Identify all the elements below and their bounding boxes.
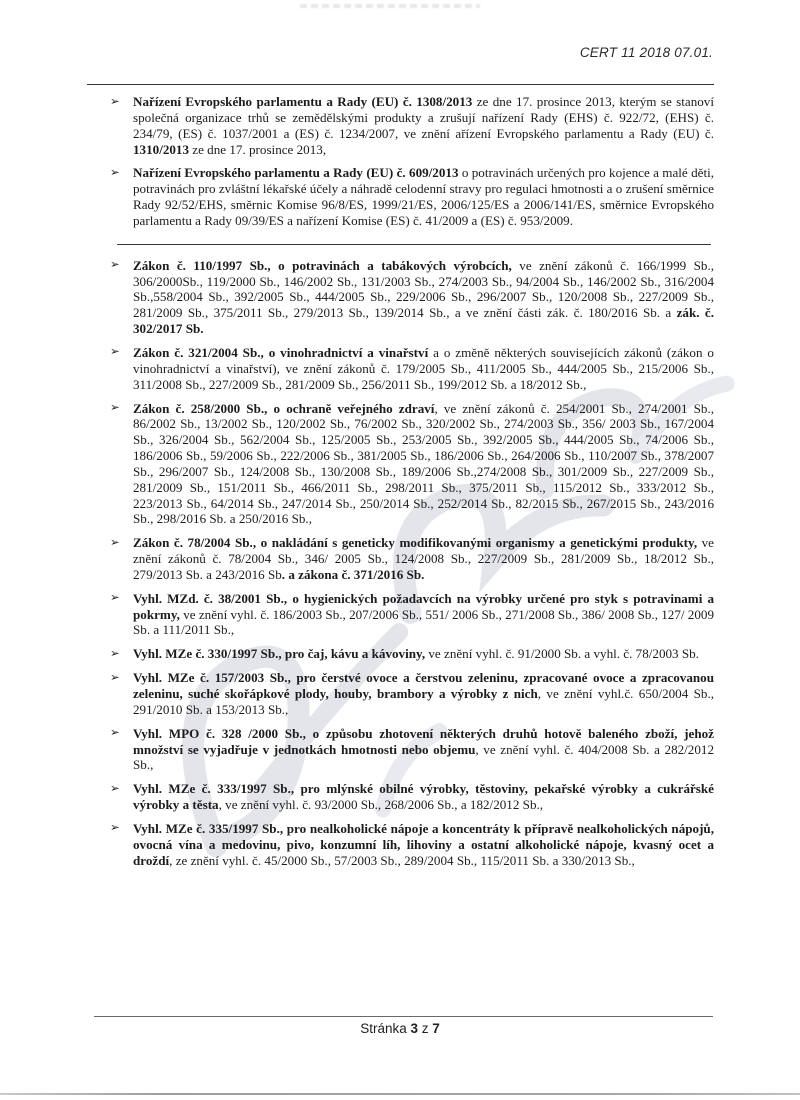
regulation-amendments: , ve znění vyhl. č. 93/2000 Sb., 268/2006 Sb., a 182/2012 Sb., bbox=[218, 797, 544, 813]
regulation-list bbox=[87, 94, 714, 876]
section-divider bbox=[117, 244, 711, 245]
regulation-title: Vyhl. MZd. č. 38/2001 Sb., o hygienických požadavcích na výrobky určené pro styk s potravinami a pokrmy, bbox=[133, 590, 714, 622]
list-item bbox=[87, 345, 714, 393]
regulation-title: Nařízení Evropského parlamentu a Rady (EU) č. 609/2013 bbox=[133, 165, 459, 181]
regulation-amendments: a o změně některých souvisejících zákonů (zákon o vinohradnictví a vinařství), ve znění zákonů č. 179/2005 Sb., 411/2005 Sb., 444/2005 Sb., 215/2006 Sb., 311/2008 Sb., 227/2009 Sb., 281/2009 Sb., 256/2011 Sb., 199/2012 Sb. a 18/2012 Sb., bbox=[133, 344, 714, 392]
list-item bbox=[87, 258, 714, 337]
regulation-amendments: o potravinách určených pro kojence a malé děti, potravinách pro zvláštní lékařské účely a náhradě celodenní stravy pro regulaci hmotnosti a o zrušení směrnice Rady 92/52/EHS, směrnic Komise 96/8/ES, 1999/21/ES, 2006/125/ES a 2006/141/ES, směrnice Evropského parlamentu a Rady 09/39/ES a nařízení Komise (ES) č. 41/2009 a (ES) č. 953/2009. bbox=[133, 165, 715, 228]
arrow-bullet-icon: ➢ bbox=[110, 782, 120, 795]
regulation-amendments: ve znění vyhl. č. 186/2003 Sb., 207/2006 Sb., 551/ 2006 Sb., 271/2008 Sb., 386/ 2008 Sb., 127/ 2009 Sb. a 111/2011 Sb., bbox=[133, 606, 714, 638]
regulation-amendments: ve znění zákonů č. 78/2004 Sb., 346/ 2005 Sb., 124/2008 Sb., 227/2009 Sb., 281/2009 Sb., 18/2012 Sb., 279/2013 Sb. a 243/2016 Sb bbox=[133, 535, 714, 582]
list-item bbox=[87, 401, 714, 528]
scan-edge-bottom bbox=[0, 1093, 800, 1095]
regulation-title: Zákon č. 78/2004 Sb., o nakládání s geneticky modifikovanými organismy a genetickými produkty, bbox=[133, 535, 698, 551]
regulation-title: 1310/2013 bbox=[133, 141, 190, 157]
arrow-bullet-icon: ➢ bbox=[110, 536, 120, 549]
regulation-title: Vyhl. MZe č. 333/1997 Sb., pro mlýnské obilné výrobky, těstoviny, pekařské výrobky a cukrářské výrobky a těsta bbox=[133, 781, 714, 813]
arrow-bullet-icon: ➢ bbox=[110, 727, 120, 740]
list-item bbox=[87, 646, 714, 662]
regulation-amendments: , ve znění zákonů č. 254/2001 Sb., 274/2001 Sb., 86/2002 Sb., 13/2002 Sb., 120/2002 Sb., 76/2002 Sb., 320/2002 Sb., 274/2003 Sb., 356/ 2003 Sb., 167/2004 Sb., 326/2004 Sb., 562/2004 Sb., 125/2005 Sb., 253/2005 Sb., 392/2005 Sb., 444/2005 Sb., 74/2006 Sb., 186/2006 Sb., 59/2006 Sb., 222/2006 Sb., 381/2005 Sb., 186/2006 Sb., 264/2006 Sb., 110/2007 Sb., 378/2007 Sb., 296/2007 Sb., 124/2008 Sb., 130/2008 Sb., 189/2006 Sb.,274/2008 Sb., 301/2009 Sb., 227/2009 Sb., 281/2009 Sb., 151/2011 Sb., 466/2011 Sb., 298/2011 Sb., 375/2011 Sb., 115/2012 Sb., 333/2012 Sb., 223/2013 Sb., 64/2014 Sb., 247/2014 Sb., 250/2014 Sb., 252/2014 Sb., 82/2015 Sb., 267/2015 Sb., 243/2016 Sb., 298/2016 Sb. a 250/2016 Sb., bbox=[133, 400, 714, 527]
footer-page-number: 3 bbox=[410, 1021, 418, 1036]
regulation-title: Vyhl. MZe č. 335/1997 Sb., pro nealkoholické nápoje a koncentráty k přípravě nealkoholických nápojů, ovocná vína a medovinu, pivo, konzumní líh, lihoviny a ostatní alkoholické nápoje, kvasný ocet a droždí bbox=[133, 820, 714, 868]
footer-total-pages: 7 bbox=[432, 1021, 440, 1036]
header-rule bbox=[87, 84, 714, 85]
arrow-bullet-icon: ➢ bbox=[110, 647, 120, 660]
arrow-bullet-icon: ➢ bbox=[110, 671, 120, 684]
regulation-title: . a zákona č. 371/2016 Sb. bbox=[281, 566, 425, 582]
arrow-bullet-icon: ➢ bbox=[110, 259, 120, 272]
arrow-bullet-icon: ➢ bbox=[110, 822, 120, 835]
regulation-amendments: , ze znění vyhl. č. 45/2000 Sb., 57/2003 Sb., 289/2004 Sb., 115/2011 Sb. a 330/2013 Sb., bbox=[169, 852, 635, 868]
list-item bbox=[87, 94, 714, 157]
arrow-bullet-icon: ➢ bbox=[110, 592, 120, 605]
footer-separator: z bbox=[421, 1021, 429, 1036]
arrow-bullet-icon: ➢ bbox=[110, 346, 120, 359]
arrow-bullet-icon: ➢ bbox=[110, 402, 120, 414]
regulation-amendments: ze dne 17. prosince 2013, kterým se stanoví společná organizace trhů se zemědělskými produkty a zrušují nařízení Rady (EHS) č. 922/72, (EHS) č. 234/79, (ES) č. 1037/2001 a (ES) č. 1234/2007, ve znění ařízení Evropského parlamentu a Rady (EU) č. bbox=[133, 94, 714, 141]
regulation-title: Zákon č. 258/2000 Sb., o ochraně veřejného zdraví bbox=[133, 400, 435, 416]
regulation-title: Vyhl. MPO č. 328 /2000 Sb., o způsobu zhotovení některých druhů hotově baleného zboží, jehož množství se vyjadřuje v jednotkách hmotnosti nebo objemu bbox=[133, 725, 714, 757]
list-item bbox=[87, 535, 714, 583]
regulation-title: zák. č. 302/2017 Sb. bbox=[133, 305, 714, 337]
page-footer bbox=[0, 1021, 800, 1036]
regulation-amendments: , ve znění vyhl. č. 404/2008 Sb. a 282/2012 Sb., bbox=[133, 741, 714, 773]
list-item bbox=[87, 591, 714, 639]
list-item bbox=[87, 726, 714, 774]
arrow-bullet-icon: ➢ bbox=[110, 166, 120, 179]
arrow-bullet-icon: ➢ bbox=[110, 95, 120, 108]
regulation-amendments: ze dne 17. prosince 2013, bbox=[189, 141, 327, 157]
document-header-code: CERT 11 2018 07.01. bbox=[579, 45, 713, 60]
regulation-title: Zákon č. 110/1997 Sb., o potravinách a tabákových výrobcích, bbox=[133, 257, 512, 273]
regulation-title: Zákon č. 321/2004 Sb., o vinohradnictví a vinařství bbox=[133, 344, 429, 360]
list-item bbox=[87, 821, 714, 869]
regulation-amendments: , ve znění vyhl.č. 650/2004 Sb., 291/2010 Sb. a 153/2013 Sb., bbox=[133, 686, 714, 717]
footer-rule bbox=[94, 1016, 713, 1017]
regulation-title: Vyhl. MZe č. 157/2003 Sb., pro čerstvé ovoce a čerstvou zeleninu, zpracované ovoce a zpracovanou zeleninu, suché skořápkové plody, houby, brambory a výrobky z nich bbox=[133, 670, 714, 701]
list-item bbox=[87, 781, 714, 813]
regulation-amendments: ve znění vyhl. č. 91/2000 Sb. a vyhl. č. 78/2003 Sb. bbox=[425, 646, 699, 662]
footer-label: Stránka bbox=[360, 1021, 407, 1036]
regulation-title: Nařízení Evropského parlamentu a Rady (EU) č. 1308/2013 bbox=[133, 94, 473, 109]
regulation-title: Vyhl. MZe č. 330/1997 Sb., pro čaj, kávu a kávoviny, bbox=[133, 646, 426, 662]
list-item bbox=[87, 165, 714, 228]
scan-artifact-top bbox=[300, 4, 480, 8]
list-item bbox=[87, 670, 714, 718]
regulation-amendments: ve znění zákonů č. 166/1999 Sb., 306/2000Sb., 119/2000 Sb., 146/2002 Sb., 131/2003 Sb., 274/2003 Sb., 94/2004 Sb., 146/2002 Sb., 316/2004 Sb.,558/2004 Sb., 392/2005 Sb., 444/2005 Sb., 229/2006 Sb., 296/2007 Sb., 120/2008 Sb., 227/2009 Sb., 281/2009 Sb., 375/2011 Sb., 279/2013 Sb., 139/2014 Sb., a ve znění části zák. č. 180/2016 Sb. a bbox=[133, 257, 715, 321]
